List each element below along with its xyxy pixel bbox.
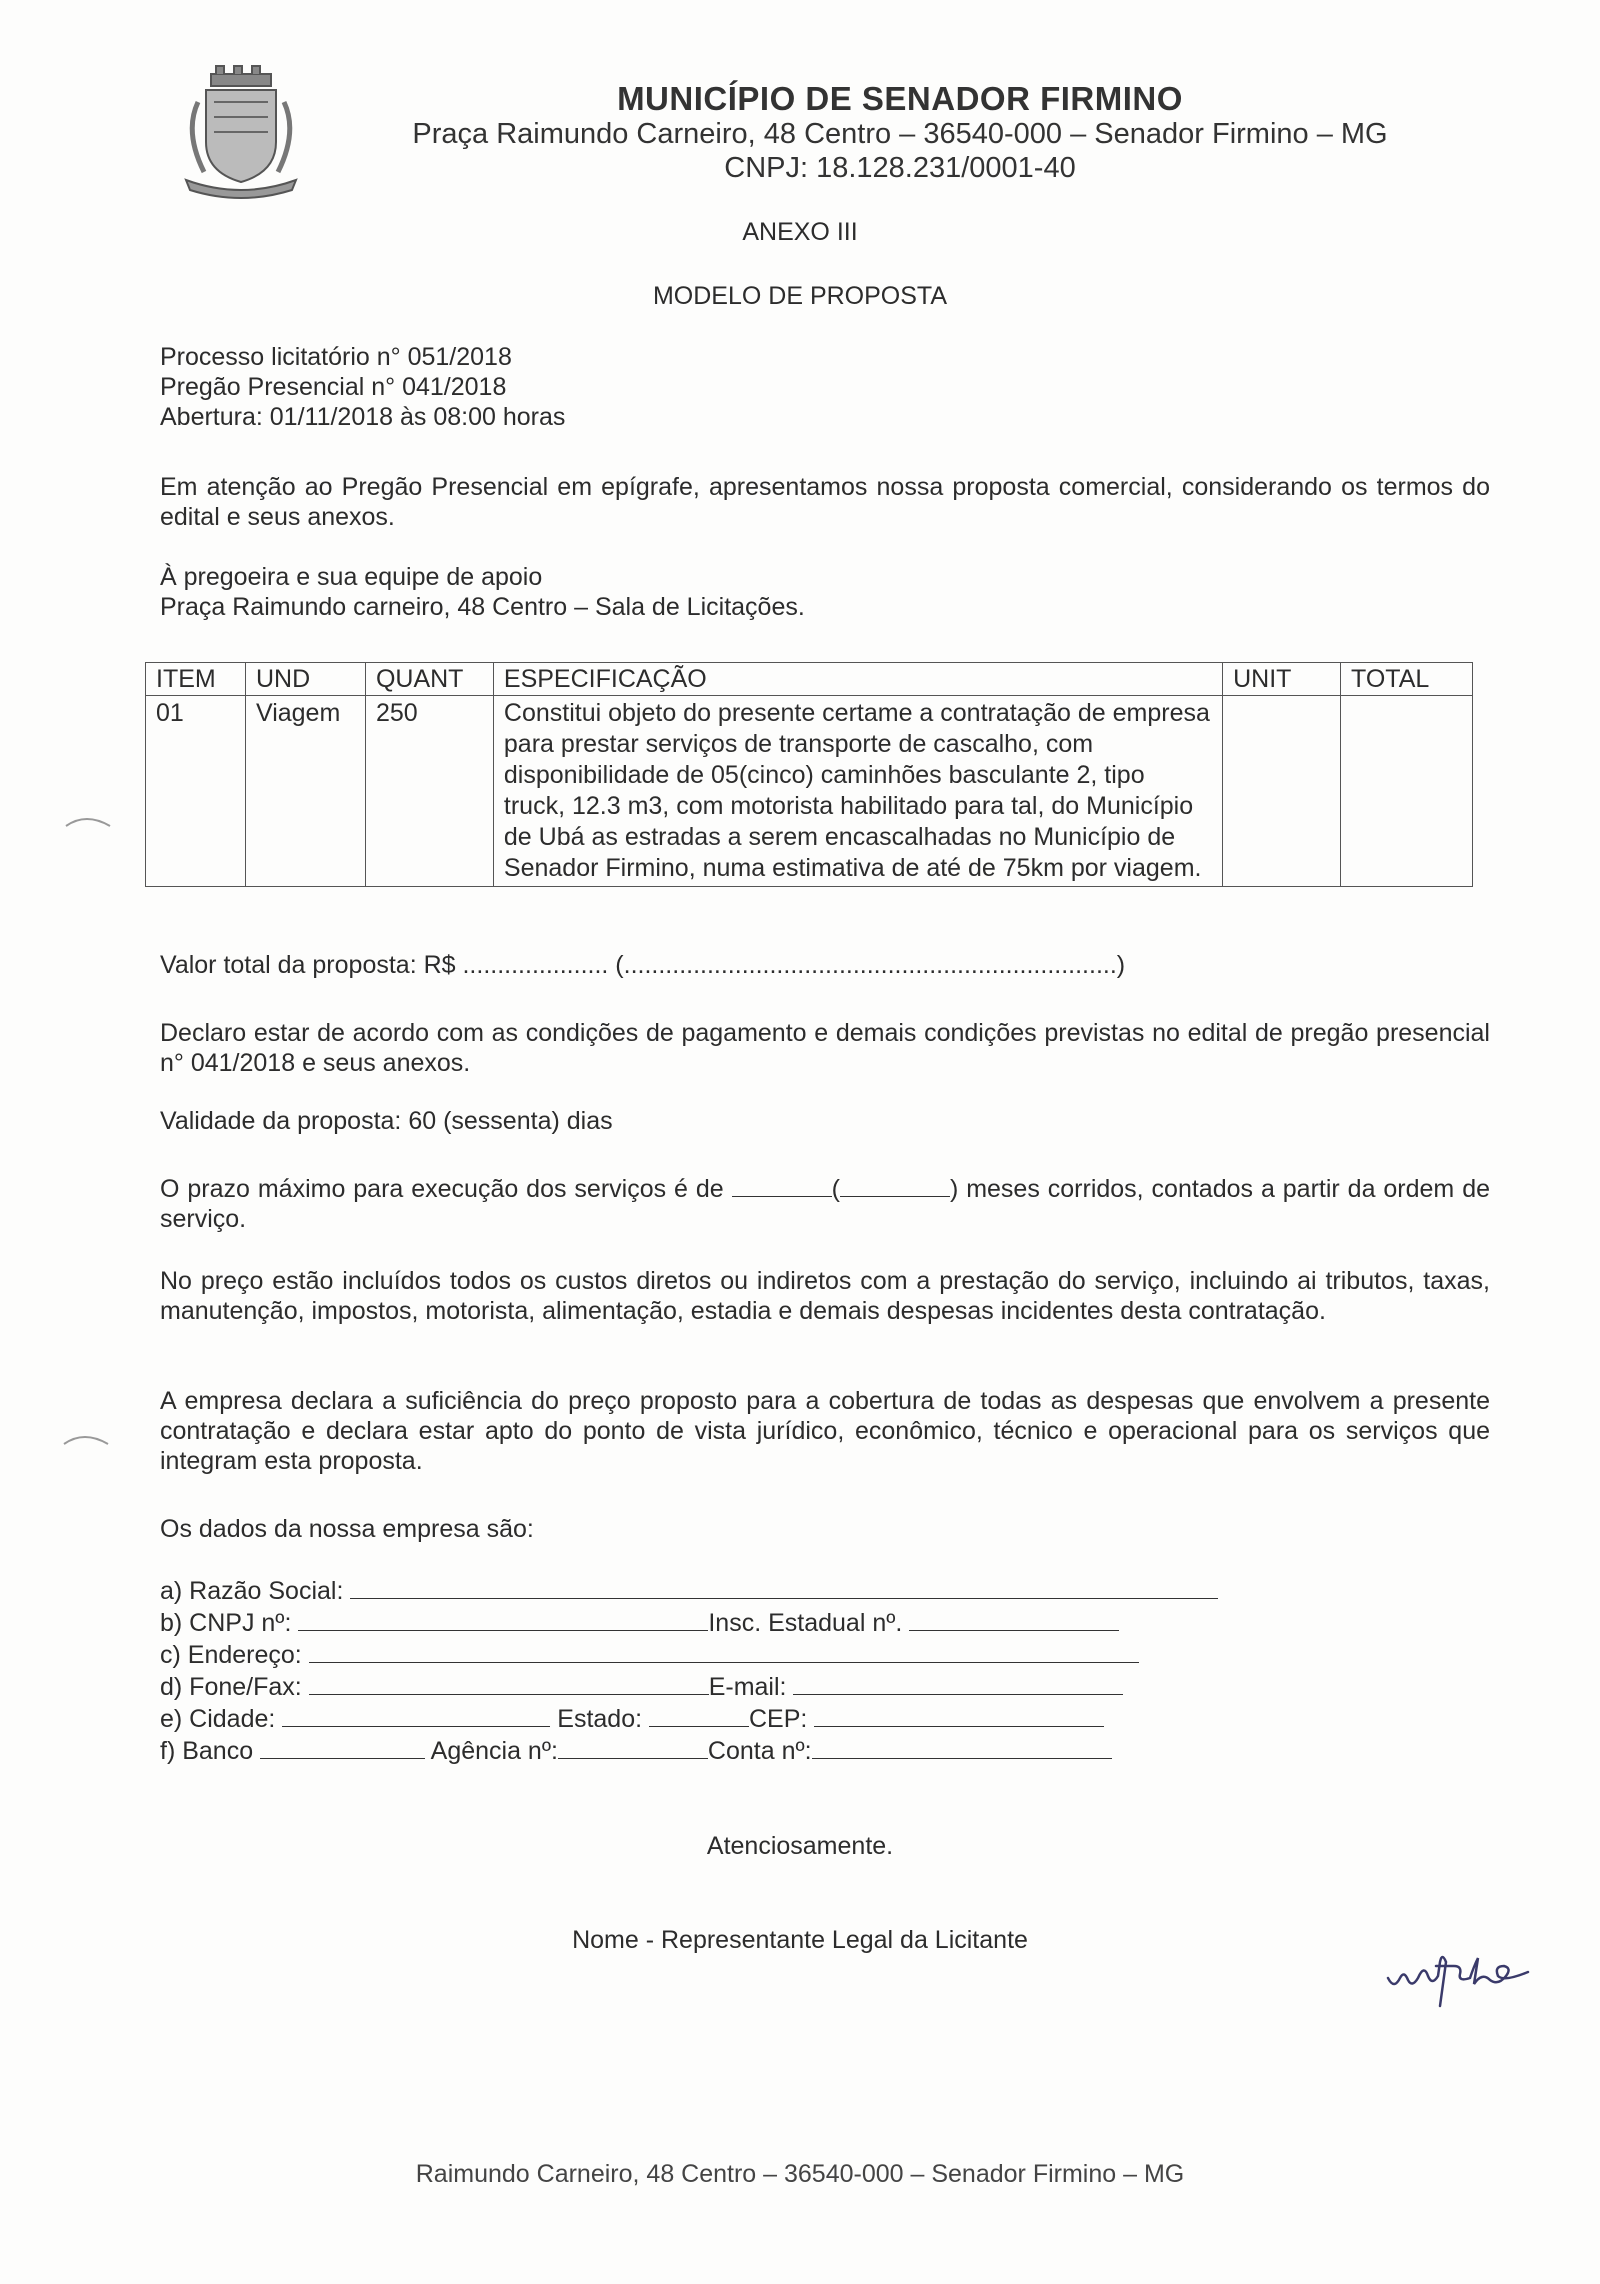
scan-mark-icon [60, 1430, 120, 1450]
header-cnpj: CNPJ: 18.128.231/0001-40 [724, 152, 1076, 184]
field-fone: d) Fone/Fax: E-mail: [160, 1670, 1123, 1702]
deadline-months-field[interactable] [732, 1172, 832, 1197]
field-razao-social: a) Razão Social: [160, 1574, 1218, 1606]
recipient-line-1: À pregoeira e sua equipe de apoio [160, 563, 543, 591]
field-cidade: e) Cidade: Estado: CEP: [160, 1702, 1104, 1734]
header-unit: UNIT [1223, 663, 1341, 696]
intro-paragraph: Em atenção ao Pregão Presencial em epígrafe, apresentamos nossa proposta comercial, considerando os termos do edital e seus anexos. [160, 473, 1490, 531]
agencia-input[interactable] [558, 1734, 708, 1759]
scan-mark-icon [62, 812, 122, 832]
fone-input[interactable] [309, 1670, 709, 1695]
insc-estadual-label: Insc. Estadual nº. [708, 1609, 903, 1637]
document-title: MODELO DE PROPOSTA [652, 282, 948, 310]
field-cnpj: b) CNPJ nº: Insc. Estadual nº. [160, 1606, 1119, 1638]
signature-label: Nome - Representante Legal da Licitante [572, 1926, 1028, 1954]
cell-item: 01 [146, 696, 246, 887]
recipient-line-2: Praça Raimundo carneiro, 48 Centro – Sala de Licitações. [160, 593, 805, 621]
total-value-line: Valor total da proposta: R$ ..................... (.......................................................................) [160, 951, 1126, 979]
banco-input[interactable] [260, 1734, 425, 1759]
closing-text: Atenciosamente. [706, 1832, 894, 1860]
cep-label: CEP: [749, 1705, 808, 1733]
cnpj-input[interactable] [298, 1606, 708, 1631]
endereco-input[interactable] [309, 1638, 1139, 1663]
opening-date: Abertura: 01/11/2018 às 08:00 horas [160, 403, 566, 431]
razao-social-input[interactable] [350, 1574, 1218, 1599]
conta-label: Conta nº: [707, 1737, 812, 1765]
price-included-paragraph: No preço estão incluídos todos os custos diretos ou indiretos com a prestação do serviço, incluindo ai tributos, taxas, manutenção, impostos, motorista, alimentação, estadia e demais despesas incidentes desta contratação. [160, 1267, 1490, 1325]
insc-estadual-input[interactable] [909, 1606, 1119, 1631]
company-data-intro: Os dados da nossa empresa são: [160, 1515, 534, 1543]
cell-unit[interactable] [1223, 696, 1341, 887]
cell-quant: 250 [365, 696, 493, 887]
deadline-text-before: O prazo máximo para execução dos serviços é de [160, 1175, 724, 1203]
cell-total[interactable] [1341, 696, 1473, 887]
cell-und: Viagem [245, 696, 365, 887]
table-row [146, 696, 1473, 887]
header-quant: QUANT [365, 663, 493, 696]
auction-number: Pregão Presencial n° 041/2018 [160, 373, 507, 401]
header-total: TOTAL [1341, 663, 1473, 696]
agencia-label: Agência nº: [430, 1737, 558, 1765]
email-input[interactable] [793, 1670, 1123, 1695]
validity-line: Validade da proposta: 60 (sessenta) dias [160, 1107, 613, 1135]
annex-label: ANEXO III [742, 218, 858, 246]
sufficiency-paragraph: A empresa declara a suficiência do preço proposto para a cobertura de todas as despesas que envolvem a presente contratação e declara estar apto do ponto de vista jurídico, econômico, técnico e operacional para os serviços que integram esta proposta. [160, 1387, 1490, 1475]
cep-input[interactable] [814, 1702, 1104, 1727]
deadline-text-after: ) meses corridos, contados a partir da ordem de serviço. [160, 1175, 1490, 1233]
conta-input[interactable] [812, 1734, 1112, 1759]
deadline-paragraph: O prazo máximo para execução dos serviços é de ( ) meses corridos, contados a partir da ordem de serviço. [160, 1172, 1490, 1234]
handwritten-signature-icon [1380, 1940, 1560, 2010]
header-und: UND [245, 663, 365, 696]
field-endereco: c) Endereço: [160, 1638, 1139, 1670]
email-label: E-mail: [708, 1673, 787, 1701]
header-item: ITEM [146, 663, 246, 696]
header-address: Praça Raimundo Carneiro, 48 Centro – 36540-000 – Senador Firmino – MG [412, 118, 1388, 150]
process-number: Processo licitatório n° 051/2018 [160, 343, 512, 371]
field-banco: f) Banco Agência nº: Conta nº: [160, 1734, 1112, 1766]
declaration-paragraph: Declaro estar de acordo com as condições de pagamento e demais condições previstas no edital de pregão presencial n° 041/2018 e seus anexos. [160, 1019, 1490, 1077]
municipality-title: MUNICÍPIO DE SENADOR FIRMINO [617, 80, 1183, 117]
cidade-input[interactable] [282, 1702, 550, 1727]
deadline-months-words-field[interactable] [840, 1172, 950, 1197]
table-header-row [146, 663, 1473, 696]
header-spec: ESPECIFICAÇÃO [493, 663, 1222, 696]
estado-label: Estado: [557, 1705, 643, 1733]
estado-input[interactable] [649, 1702, 749, 1727]
proposal-table [145, 662, 1473, 887]
footer-address: Raimundo Carneiro, 48 Centro – 36540-000 – Senador Firmino – MG [415, 2160, 1185, 2188]
cell-spec: Constitui objeto do presente certame a contratação de empresa para prestar serviços de transporte de cascalho, com disponibilidade de 05(cinco) caminhões basculante 2, tipo truck, 12.3 m3, com motorista habilitado para tal, do Município de Ubá as estradas a serem encascalhadas no Município de Senador Firmino, numa estimativa de até de 75km por viagem. [493, 696, 1222, 887]
